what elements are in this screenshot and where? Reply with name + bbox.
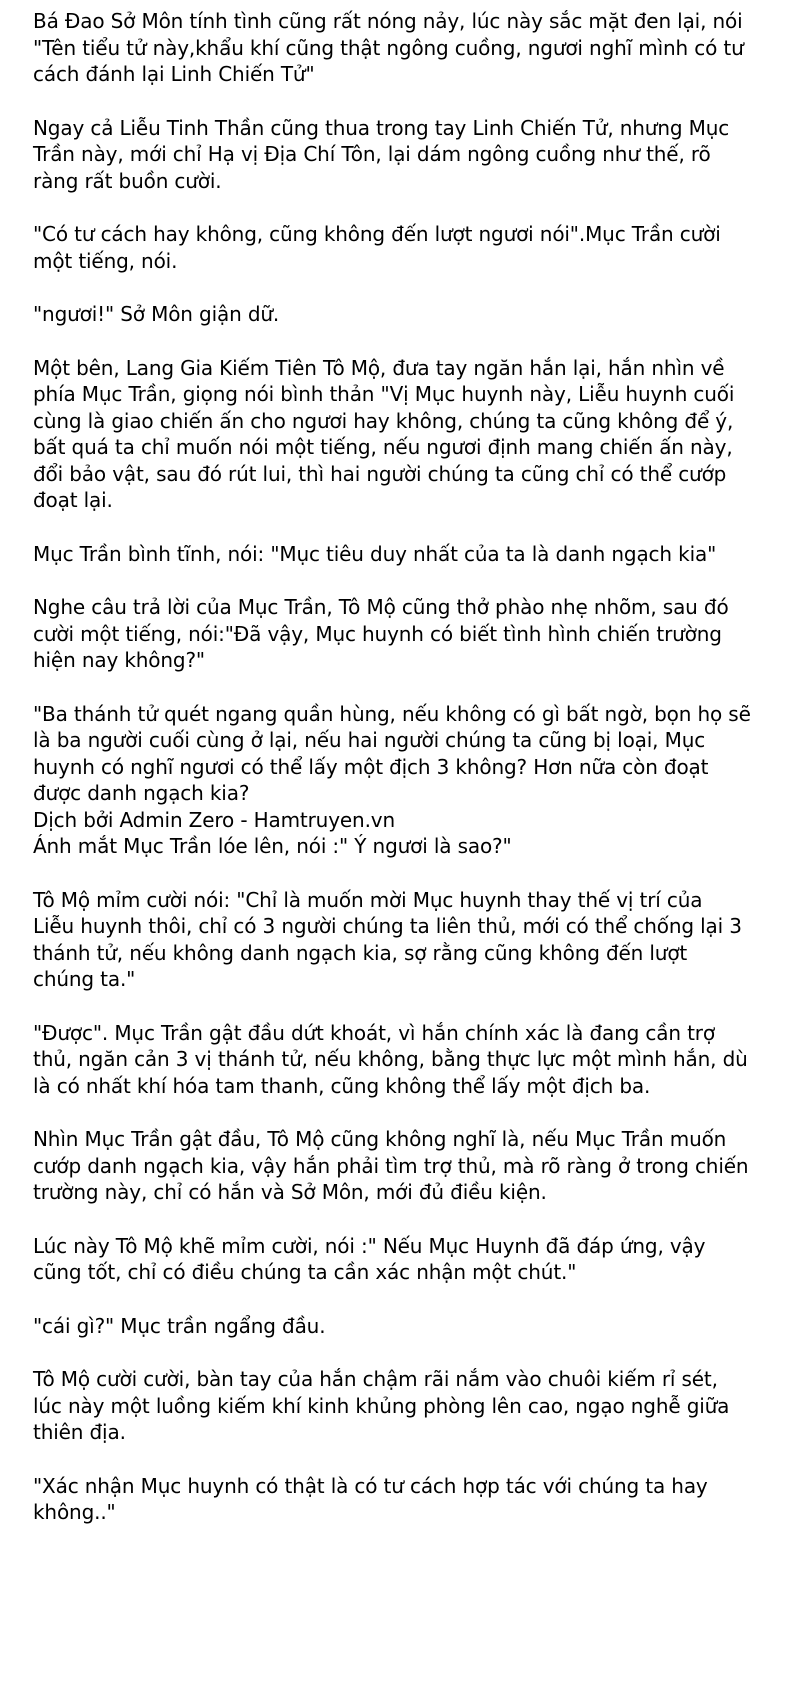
text-line: Tô Mộ mỉm cười nói: "Chỉ là muốn mời Mục huynh thay thế vị trí của (33, 887, 703, 912)
text-line: hiện nay không?" (33, 648, 205, 672)
text-line: "Có tư cách hay không, cũng không đến lượt ngươi nói".Mục Trần cười (33, 222, 721, 246)
text-line: được danh ngạch kia? (33, 781, 250, 805)
text-line: Một bên, Lang Gia Kiếm Tiên Tô Mộ, đưa tay ngăn hắn lại, hắn nhìn về (33, 355, 725, 380)
paragraph (33, 8, 782, 88)
paragraph (33, 887, 782, 993)
text-line: Ánh mắt Mục Trần lóe lên, nói :" Ý ngươi là sao?" (33, 834, 512, 858)
text-line: đoạt lại. (33, 488, 113, 512)
text-line: đổi bảo vật, sau đó rút lui, thì hai người chúng ta cũng chỉ có thể cướp (33, 461, 727, 486)
text-line: Tô Mộ cười cười, bàn tay của hắn chậm rãi nắm vào chuôi kiếm rỉ sét, (33, 1367, 718, 1391)
text-line: phía Mục Trần, giọng nói bình thản "Vị Mục huynh này, Liễu huynh cuối (33, 382, 735, 406)
text-line: thiên địa. (33, 1420, 126, 1444)
paragraph (33, 221, 782, 274)
text-line: Dịch bởi Admin Zero - Hamtruyen.vn (33, 807, 395, 832)
text-line: ràng rất buồn cười. (33, 168, 222, 193)
text-line: cũng tốt, chỉ có điều chúng ta cần xác nhận một chút." (33, 1260, 577, 1284)
text-line: Lúc này Tô Mộ khẽ mỉm cười, nói :" Nếu Mục Huynh đã đáp ứng, vậy (33, 1233, 706, 1258)
text-line: Nhìn Mục Trần gật đầu, Tô Mộ cũng không nghĩ là, nếu Mục Trần muốn (33, 1127, 727, 1151)
text-line: Mục Trần bình tĩnh, nói: "Mục tiêu duy nhất của ta là danh ngạch kia" (33, 541, 717, 566)
text-line: là ba người cuối cùng ở lại, nếu hai người chúng ta cũng bị loại, Mục (33, 728, 706, 752)
text-line: "Được". Mục Trần gật đầu dứt khoát, vì hắn chính xác là đang cần trợ (33, 1020, 715, 1045)
paragraph (33, 701, 782, 860)
text-line: lúc này một luồng kiếm khí kinh khủng phòng lên cao, ngạo nghễ giữa (33, 1393, 730, 1418)
text-line: "Tên tiểu tử này,khẩu khí cũng thật ngông cuồng, ngươi nghĩ mình có tư (33, 35, 744, 60)
paragraph (33, 1233, 782, 1286)
paragraph (33, 541, 782, 568)
text-line: một tiếng, nói. (33, 248, 178, 273)
text-line: Nghe câu trả lời của Mục Trần, Tô Mộ cũng thở phào nhẹ nhõm, sau đó (33, 595, 729, 619)
text-line: Bá Đao Sở Môn tính tình cũng rất nóng nảy, lúc này sắc mặt đen lại, nói (33, 9, 743, 33)
paragraph (33, 1366, 782, 1446)
paragraph (33, 1126, 782, 1206)
text-line: cướp danh ngạch kia, vậy hắn phải tìm trợ thủ, mà rõ ràng ở trong chiến (33, 1153, 749, 1178)
text-line: thủ, ngăn cản 3 vị thánh tử, nếu không, bằng thực lực một mình hắn, dù (33, 1047, 748, 1071)
text-line: huynh có nghĩ ngươi có thể lấy một địch 3 không? Hơn nữa còn đoạt (33, 754, 709, 779)
paragraph (33, 115, 782, 195)
text-line: Trần này, mới chỉ Hạ vị Địa Chí Tôn, lại dám ngông cuồng như thế, rõ (33, 142, 711, 166)
text-line: bất quá ta chỉ muốn nói một tiếng, nếu ngươi định mang chiến ấn này, (33, 435, 733, 459)
text-line: không.." (33, 1500, 116, 1524)
paragraph (33, 1020, 782, 1100)
text-line: "Ba thánh tử quét ngang quần hùng, nếu không có gì bất ngờ, bọn họ sẽ (33, 701, 751, 726)
text-line: "Xác nhận Mục huynh có thật là có tư cách hợp tác với chúng ta hay (33, 1473, 708, 1498)
paragraph (33, 1313, 782, 1340)
text-line: cười một tiếng, nói:"Đã vậy, Mục huynh có biết tình hình chiến trường (33, 621, 722, 646)
text-line: là có nhất khí hóa tam thanh, cũng không thể lấy một địch ba. (33, 1073, 651, 1098)
text-line: chúng ta." (33, 967, 136, 991)
paragraph (33, 355, 782, 514)
text-line: "cái gì?" Mục trần ngẩng đầu. (33, 1313, 326, 1338)
text-line: Liễu huynh thôi, chỉ có 3 người chúng ta liên thủ, mới có thể chống lại 3 (33, 914, 742, 938)
text-line: trường này, chỉ có hắn và Sở Môn, mới đủ điều kiện. (33, 1180, 547, 1204)
paragraph (33, 1473, 782, 1526)
text-line: cách đánh lại Linh Chiến Tử" (33, 62, 315, 86)
text-line: Ngay cả Liễu Tinh Thần cũng thua trong tay Linh Chiến Tử, nhưng Mục (33, 115, 730, 140)
text-line: cùng là giao chiến ấn cho ngươi hay không, chúng ta cũng không để ý, (33, 408, 734, 433)
paragraph (33, 594, 782, 674)
text-line: "ngươi!" Sở Môn giận dữ. (33, 302, 280, 326)
paragraph (33, 301, 782, 328)
text-line: thánh tử, nếu không danh ngạch kia, sợ rằng cũng không đến lượt (33, 940, 688, 965)
